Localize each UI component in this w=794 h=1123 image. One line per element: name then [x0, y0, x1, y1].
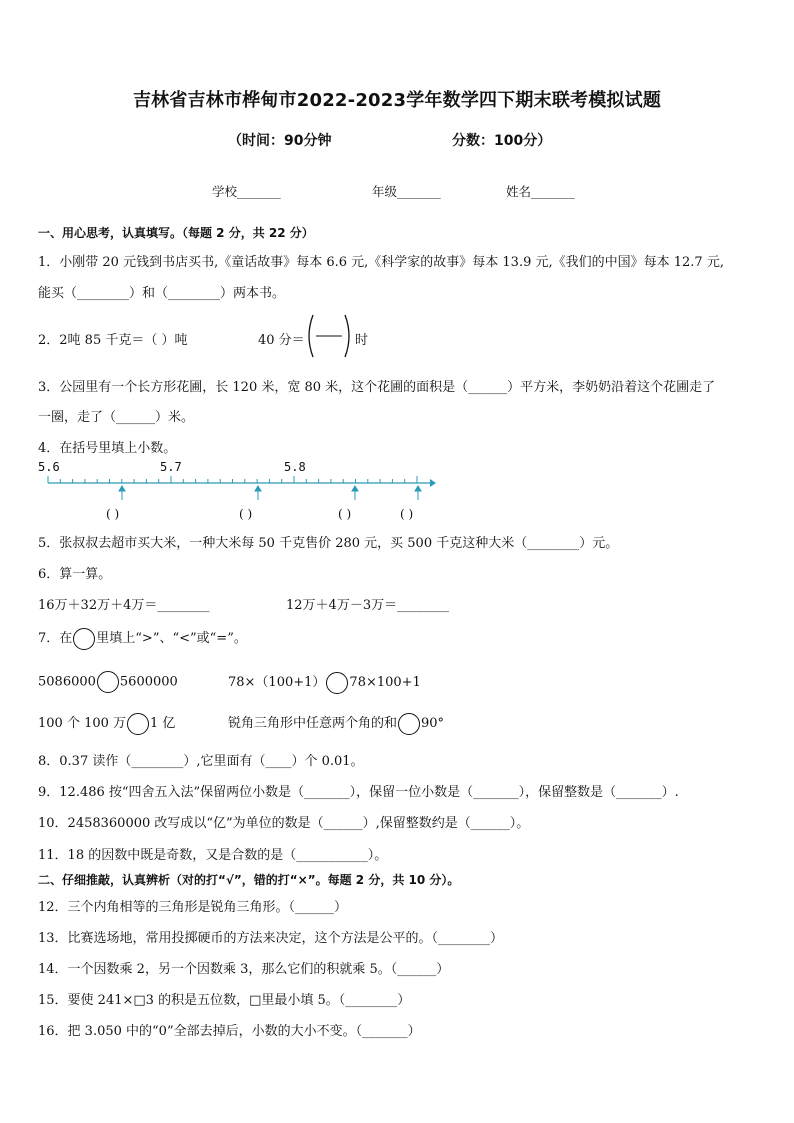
compare-left: 78×（100+1） — [228, 675, 326, 690]
compare-circle[interactable] — [127, 713, 149, 735]
grade-field: 年级_______ — [372, 184, 441, 199]
compare-right: 78×100+1 — [349, 675, 421, 690]
fraction-blank — [305, 313, 353, 359]
question-6-expr-b: 12万＋4万－3万＝________ — [286, 598, 450, 613]
question-9: 9．12.486 按“四舍五入法”保留两位小数是（_______），保留一位小数是（_______），保留整数是（_______）. — [38, 785, 679, 800]
question-1-line-1: 1．小刚带 20 元钱到书店买书,《童话故事》每本 6.6 元,《科学家的故事》每本 13.9 元,《我们的中国》每本 12.7 元, — [38, 255, 724, 270]
question-1-line-2: 能买（________）和（________）两本书。 — [38, 286, 286, 301]
compare-right: 1 亿 — [150, 716, 176, 731]
question-16: 16．把 3.050 中的“0”全部去掉后，小数的大小不变。（_______） — [38, 1024, 421, 1039]
question-14: 14．一个因数乘 2，另一个因数乘 3，那么它们的积就乘 5。（______） — [38, 962, 450, 977]
question-12: 12．三个内角相等的三角形是锐角三角形。（______） — [38, 900, 348, 915]
exam-title: 吉林省吉林市桦甸市2022-2023学年数学四下期末联考模拟试题 — [132, 90, 662, 111]
number-line-arrow — [430, 479, 436, 487]
compare-right: 5600000 — [119, 674, 178, 690]
question-11: 11．18 的因数中既是奇数，又是合数的是（___________）。 — [38, 848, 388, 863]
answer-paren: ( ) — [106, 507, 120, 521]
name-field: 姓名_______ — [506, 184, 575, 199]
question-5: 5．张叔叔去超市买大米，一种大米每 50 千克售价 280 元，买 500 千克这种大米（________）元。 — [38, 536, 619, 551]
time-label: （时间：90分钟 — [228, 133, 332, 149]
compare-right: 90° — [421, 716, 445, 731]
school-field: 学校_______ — [212, 184, 281, 199]
question-3-line-1: 3．公园里有一个长方形花圃，长 120 米，宽 80 米，这个花圃的面积是（______）平方米，李奶奶沿着这个花圃走了 — [38, 380, 716, 395]
compare-circle[interactable] — [97, 671, 119, 693]
compare-circle — [73, 628, 95, 650]
pointer-arrow-head — [119, 486, 125, 491]
question-4: 4．在括号里填上小数。 — [38, 441, 177, 456]
question-7-instruction — [38, 627, 247, 650]
compare-left: 5086000 — [38, 674, 96, 690]
answer-paren: ( ) — [239, 507, 253, 521]
score-label: 分数：100分） — [452, 133, 552, 149]
compare-item-2 — [228, 671, 421, 694]
answer-paren: ( ) — [400, 507, 414, 521]
question-7-prefix: 7．在 — [38, 631, 73, 646]
question-13: 13．比赛选场地，常用投掷硬币的方法来决定，这个方法是公平的。（________） — [38, 931, 504, 946]
question-10: 10．2458360000 改写成以“亿”为单位的数是（______）,保留整数约是（______）。 — [38, 816, 530, 831]
question-6-expr-a: 16万＋32万＋4万＝________ — [38, 598, 210, 613]
answer-paren: ( ) — [338, 507, 352, 521]
compare-left: 锐角三角形中任意两个角的和 — [228, 716, 398, 731]
question-6: 6．算一算。 — [38, 567, 112, 582]
compare-circle[interactable] — [398, 713, 420, 735]
pointer-arrow-head — [352, 486, 358, 491]
number-line-label: 5.7 — [160, 460, 182, 474]
question-8: 8．0.37 读作（________）,它里面有（____）个 0.01。 — [38, 754, 364, 769]
compare-circle[interactable] — [326, 672, 348, 694]
compare-left: 100 个 100 万 — [38, 716, 127, 731]
question-15: 15．要使 241×□3 的积是五位数，□里最小填 5。（________） — [38, 993, 411, 1008]
number-line — [38, 458, 438, 524]
section-1-heading: 一、用心思考，认真填写。（每题 2 分，共 22 分） — [38, 226, 314, 240]
number-line-label: 5.6 — [38, 460, 60, 474]
question-3-line-2: 一圈，走了（______）米。 — [38, 410, 195, 425]
compare-item-1 — [38, 671, 178, 693]
compare-item-4 — [228, 712, 444, 735]
section-2-heading: 二、仔细推敲，认真辨析（对的打“√”，错的打“×”。每题 2 分，共 10 分）。 — [38, 873, 460, 887]
compare-item-3 — [38, 712, 175, 735]
pointer-arrow-head — [255, 486, 261, 491]
question-2-unit: 时 — [355, 333, 369, 348]
question-7-suffix: 里填上“>”、“<”或“=”。 — [96, 631, 247, 646]
question-2-part-2: 40 分＝ — [258, 333, 305, 348]
pointer-arrow-head — [415, 486, 421, 491]
number-line-label: 5.8 — [284, 460, 306, 474]
question-2-part-1: 2．2吨 85 千克＝（ ）吨 — [38, 333, 188, 348]
